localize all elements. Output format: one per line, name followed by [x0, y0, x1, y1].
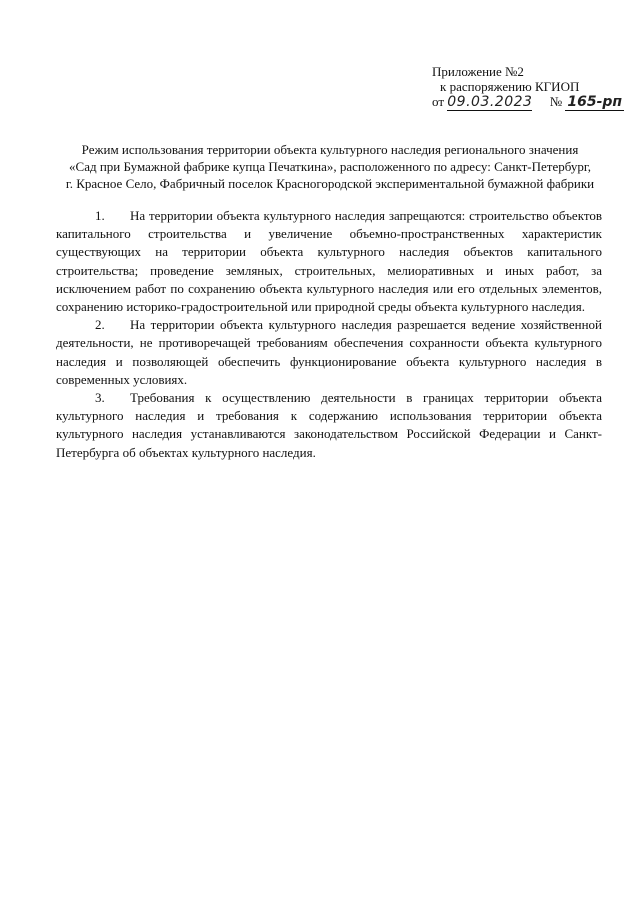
document-body: [56, 207, 602, 462]
paragraph-number: 3.: [95, 390, 105, 406]
paragraph-1: [56, 207, 602, 316]
paragraph-text: На территории объекта культурного наследия разрешается ведение хозяйственной деятельности, не противоречащей требованиям обеспечения сохранности объекта культурного наследия и позволяющей обеспечить функционирование объекта культурного наследия в современных условиях.: [56, 317, 602, 387]
appendix-order-ref: к распоряжению КГИОП: [440, 79, 580, 94]
title-line: г. Красное Село, Фабричный поселок Красногородской экспериментальной бумажной фабрики: [65, 176, 595, 191]
handwritten-order-number: 165-рп: [567, 94, 623, 110]
paragraph-number: 2.: [95, 317, 105, 333]
appendix-title: Приложение №2: [432, 64, 524, 79]
paragraph-text: На территории объекта культурного наследия запрещаются: строительство объектов капитального строительства и увеличение объемно-пространственных характеристик существующих на территории объекта культурного наследия объектов капитального строительства; проведение земляных, строительных, мелиоративных и иных работ, за исключением работ по сохранению объекта культурного наследия или его отдельных элементов, сохранению историко-градостроительной или природной среды объекта культурного наследия.: [56, 208, 602, 315]
paragraph-2: [56, 316, 602, 389]
title-line: Режим использования территории объекта культурного наследия регионального значения: [81, 142, 579, 157]
handwritten-date: 09.03.2023: [447, 94, 533, 110]
title-line: «Сад при Бумажной фабрике купца Печаткина», расположенного по адресу: Санкт-Петербург,: [69, 159, 591, 174]
date-prefix: от: [432, 94, 445, 109]
appendix-header: [432, 64, 632, 110]
document-title: [40, 141, 620, 192]
appendix-date-line: [432, 94, 632, 110]
paragraph-text: Требования к осуществлению деятельности в границах территории объекта культурного наследия и требования к содержанию использования территории объекта культурного наследия устанавливаются законодательством Российской Федерации и Санкт-Петербурга об объектах культурного наследия.: [56, 390, 602, 460]
paragraph-3: [56, 389, 602, 462]
paragraph-number: 1.: [95, 208, 105, 223]
number-prefix: №: [549, 94, 563, 109]
